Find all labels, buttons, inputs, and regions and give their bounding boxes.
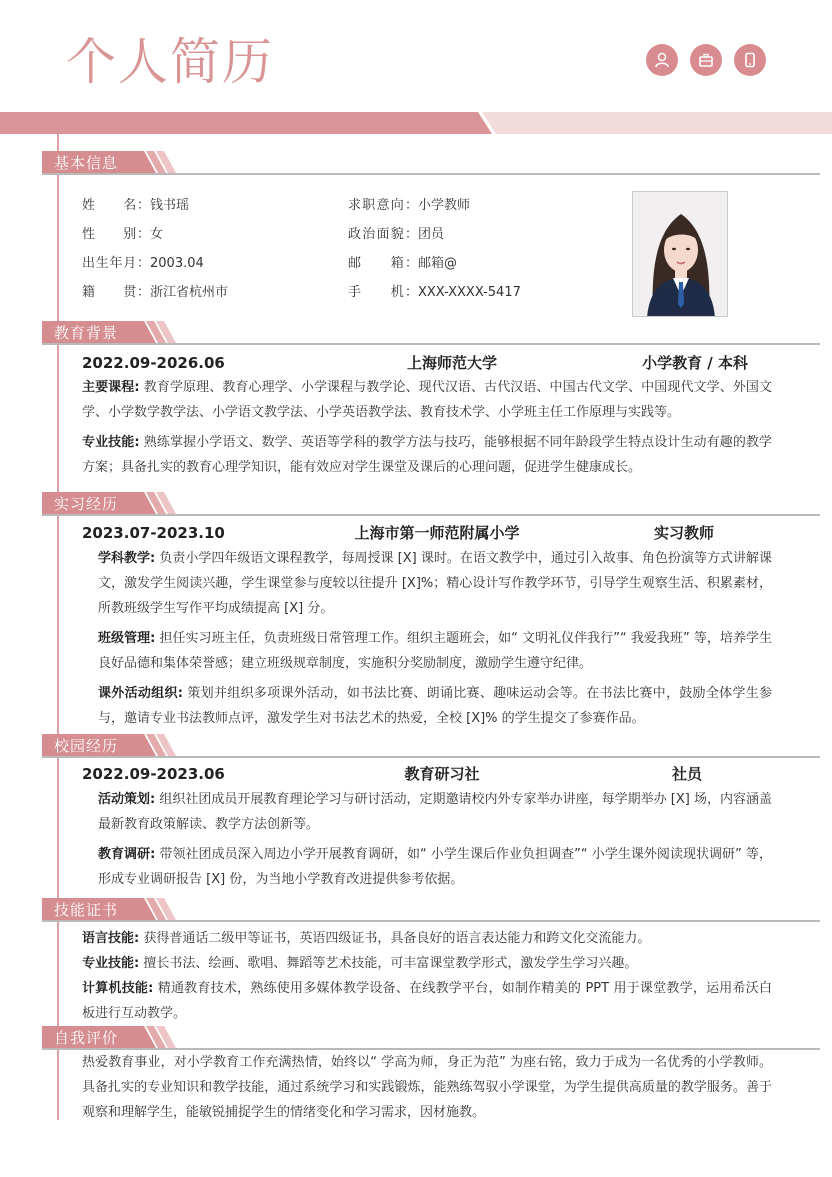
- section-title: 校园经历: [54, 737, 119, 755]
- item-label: 课外活动组织:: [98, 686, 183, 701]
- section-title: 教育背景: [54, 324, 119, 342]
- item-label: 专业技能:: [82, 956, 140, 971]
- campus-org: 教育研习社: [404, 765, 480, 783]
- briefcase-icon: [690, 44, 722, 76]
- education-body: [82, 375, 772, 480]
- skills-text: 熟练掌握小学语文、数学、英语等学科的教学方法与技巧，能够根据不同年龄段学生特点设计生动有趣的教学方案；具备扎实的教育心理学知识，能有效应对学生课堂及课后的心理问题，促进学生健康成长。: [82, 435, 772, 475]
- item-text: 擅长书法、绘画、歌唱、舞蹈等艺术技能，可丰富课堂教学形式，激发学生学习兴趣。: [139, 956, 638, 971]
- self-text: 热爱教育事业，对小学教育工作充满热情，始终以“ 学高为师，身正为范” 为座右铭，致力于成为一名优秀的小学教师。具备扎实的专业知识和教学技能，通过系统学习和实践锻炼，能熟练驾驭小学课堂，为学生提供高质量的教学服务。善于观察和理解学生，能敏锐捕捉学生的情绪变化和学习需求，因材施教。: [82, 1055, 772, 1120]
- cert-item: [82, 926, 772, 951]
- gender-label: 性 别：: [82, 227, 150, 242]
- internship-period: 2023.07-2023.10: [82, 524, 225, 542]
- origin-value: 浙江省杭州市: [150, 285, 229, 300]
- political-value: 团员: [418, 227, 445, 242]
- certs-body: [82, 926, 772, 1026]
- basic-info-right: [348, 191, 521, 307]
- self-body: [82, 1050, 772, 1125]
- internship-item: [98, 626, 772, 676]
- phone-icon: [734, 44, 766, 76]
- item-label: 学科教学:: [98, 551, 156, 566]
- item-label: 语言技能:: [82, 931, 140, 946]
- item-label: 班级管理:: [98, 631, 156, 646]
- item-label: 教育调研:: [98, 847, 156, 862]
- item-text: 负责小学四年级语文课程教学，每周授课 [X] 课时。在语文教学中，通过引入故事、角色扮演等方式讲解课文，激发学生阅读兴趣，学生课堂参与度较以往提升 [X]%；精心设计写作教学环节，引导学生观察生活、积累素材，所教班级学生写作平均成绩提高 [X] 分。: [98, 551, 772, 616]
- cert-item: [82, 976, 772, 1026]
- item-label: 活动策划:: [98, 792, 156, 807]
- item-text: 带领社团成员深入周边小学开展教育调研，如“ 小学生课后作业负担调查”“ 小学生课外阅读现状调研” 等，形成专业调研报告 [X] 份，为当地小学教育改进提供参考依据。: [98, 847, 772, 887]
- birth-value: 2003.04: [150, 256, 204, 271]
- skills-paragraph: [82, 430, 772, 480]
- section-campus: [42, 734, 820, 758]
- header-icons: [646, 44, 766, 76]
- name-value: 钱书瑶: [150, 198, 190, 213]
- internship-body: [98, 546, 772, 731]
- page-title: 个人简历: [66, 33, 274, 91]
- section-title: 实习经历: [54, 495, 119, 513]
- campus-item: [98, 787, 772, 837]
- section-title: 自我评价: [54, 1029, 119, 1047]
- timeline-line: [57, 134, 59, 1120]
- section-self: [42, 1026, 820, 1050]
- section-title: 技能证书: [54, 901, 119, 919]
- internship-item: [98, 546, 772, 621]
- education-school: 上海师范大学: [406, 354, 497, 372]
- education-header-row: [82, 352, 772, 374]
- section-education: [42, 321, 820, 345]
- origin-label: 籍 贯：: [82, 285, 150, 300]
- internship-header-row: [82, 522, 772, 544]
- section-certs: [42, 898, 820, 922]
- internship-role: 实习教师: [653, 524, 714, 542]
- phone-label: 手 机：: [348, 285, 418, 300]
- campus-item: [98, 842, 772, 892]
- job-value: 小学教师: [418, 198, 471, 213]
- section-title: 基本信息: [54, 154, 119, 172]
- item-text: 策划并组织多项课外活动，如书法比赛、朗诵比赛、趣味运动会等。在书法比赛中，鼓励全体学生参与，邀请专业书法教师点评，激发学生对书法艺术的热爱，全校 [X]% 的学生提交了参赛作品。: [98, 686, 772, 726]
- internship-org: 上海市第一师范附属小学: [354, 524, 520, 542]
- campus-header-row: [82, 763, 772, 785]
- person-icon: [646, 44, 678, 76]
- name-label: 姓 名：: [82, 198, 150, 213]
- avatar-photo: [632, 191, 728, 317]
- item-text: 担任实习班主任，负责班级日常管理工作。组织主题班会，如“ 文明礼仪伴我行”“ 我爱我班” 等，培养学生良好品德和集体荣誉感；建立班级规章制度，实施积分奖励制度，激励学生遵守纪律。: [98, 631, 772, 671]
- basic-info-left: [82, 191, 228, 307]
- courses-label: 主要课程:: [82, 380, 140, 395]
- campus-period: 2022.09-2023.06: [82, 765, 225, 783]
- email-value: 邮箱@: [418, 256, 458, 271]
- courses-paragraph: [82, 375, 772, 425]
- item-text: 精通教育技术，熟练使用多媒体教学设备、在线教学平台，如制作精美的 PPT 用于课堂教学，运用希沃白板进行互动教学。: [82, 981, 772, 1021]
- courses-text: 教育学原理、教育心理学、小学课程与教学论、现代汉语、古代汉语、中国古代文学、中国现代文学、外国文学、小学数学教学法、小学语文教学法、小学英语教学法、教育技术学、小学班主任工作原理与实践等。: [82, 380, 772, 420]
- internship-item: [98, 681, 772, 731]
- item-label: 计算机技能:: [82, 981, 154, 996]
- education-major: 小学教育 / 本科: [642, 354, 748, 372]
- birth-label: 出生年月：: [82, 256, 150, 271]
- cert-item: [82, 951, 772, 976]
- education-period: 2022.09-2026.06: [82, 354, 225, 372]
- campus-role: 社员: [671, 765, 702, 783]
- phone-value: XXX-XXXX-5417: [418, 285, 521, 300]
- header-band: [0, 112, 832, 134]
- skills-label: 专业技能:: [82, 435, 140, 450]
- gender-value: 女: [150, 227, 164, 242]
- section-internship: [42, 492, 820, 516]
- email-label: 邮 箱：: [348, 256, 418, 271]
- item-text: 获得普通话二级甲等证书，英语四级证书，具备良好的语言表达能力和跨文化交流能力。: [139, 931, 651, 946]
- campus-body: [98, 787, 772, 892]
- item-text: 组织社团成员开展教育理论学习与研讨活动，定期邀请校内外专家举办讲座，每学期举办 [X] 场，内容涵盖最新教育政策解读、教学方法创新等。: [98, 792, 772, 832]
- job-label: 求职意向：: [348, 198, 418, 213]
- section-basic: [42, 151, 820, 175]
- political-label: 政治面貌：: [348, 227, 418, 242]
